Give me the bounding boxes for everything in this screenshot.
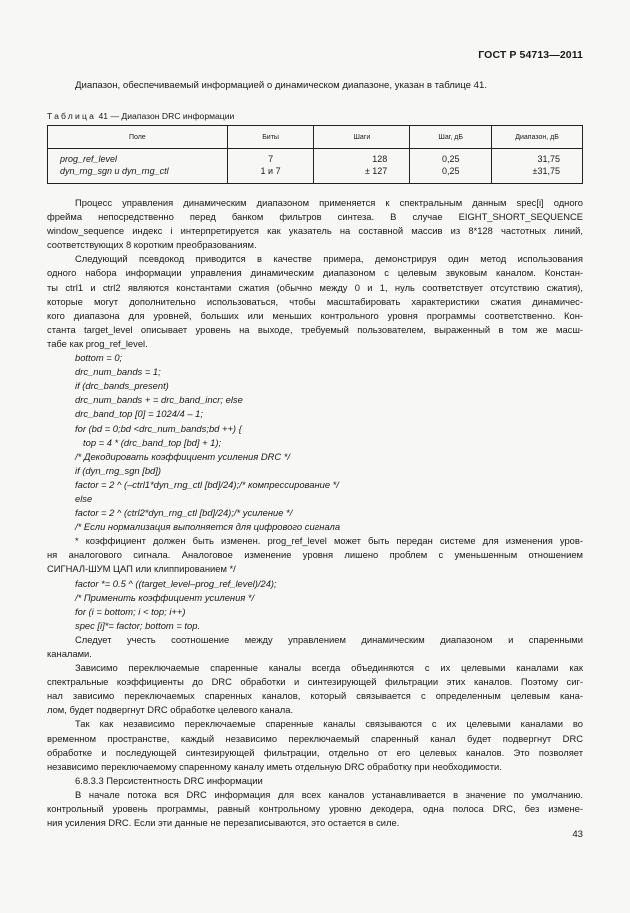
code-line: factor *= 0.5 ^ ((target_level–prog_ref_level)/24); — [75, 577, 277, 589]
paragraph-line: соответствующих 8 коротким преобразованиям. — [47, 239, 257, 251]
paragraph-line: кого диапазона для уровней, больших или меньших контрольного уровня программы соответственно. Кон- — [47, 309, 583, 321]
code-line: top = 4 * (drc_band_top [bd] + 1); — [83, 436, 222, 448]
table-cell-bits — [227, 149, 314, 184]
step-db-value: 0,25 — [441, 166, 460, 176]
code-line: /* Если нормализация выполняется для цифрового сигнала — [75, 521, 341, 533]
column-header: Поле — [48, 126, 228, 149]
code-line: factor = 2 ^ (–ctrl1*dyn_rng_ctl [bd]/24);/* компрессирование */ — [75, 478, 339, 490]
table-cell-steps — [314, 149, 410, 184]
intro-paragraph: Диапазон, обеспечиваемый информацией о динамическом диапазоне, указан в таблице 41. — [75, 80, 487, 91]
table-row — [48, 149, 583, 184]
paragraph-line: ния усиления DRC. Если эти данные не перезаписываются, это остается в силе. — [47, 817, 400, 829]
bits-value: 1 и 7 — [260, 166, 281, 176]
paragraph-line: ня аналогового сигнала. Аналоговое изменение уровня лишено проблем с уменьшенным отношением — [47, 549, 583, 561]
paragraph-line: которые могут дополнительно использоваться, чтобы масштабировать характеристики сжатия динамичес- — [47, 295, 583, 307]
table-caption — [47, 111, 234, 121]
paragraph-line: Зависимо переключаемые спаренные каналы всегда объединяются с их целевыми каналами как — [75, 662, 583, 674]
code-line: drc_num_bands = 1; — [75, 366, 161, 378]
paragraph-line: window_sequence индекс i интерпретируется как указатель на составной массив из 8*128 частотных линий, — [47, 225, 583, 237]
paragraph-line: * коэффициент должен быть изменен. prog_ref_level может быть передан системе для изменения уров- — [75, 535, 583, 547]
paragraph-line: одного набора информации управления динамическим диапазоном с целевым звуковым каналом. Констан- — [47, 267, 583, 279]
paragraph-line: нал зависимо переключаемых спаренных каналов, который связывается с определенным целевым кана- — [47, 690, 583, 702]
steps-value: ± 127 — [364, 166, 388, 176]
column-header: Шаги — [314, 126, 410, 149]
field-name: dyn_rng_sgn и dyn_rng_ctl — [60, 166, 169, 176]
standard-header: ГОСТ Р 54713—2011 — [478, 49, 583, 61]
paragraph-line: станта target_level описывает уровень на выходе, требуемый пользователем, выраженный в том же масш- — [47, 323, 583, 335]
paragraph-line: контрольный уровень программы, равный контрольному уровню декодера, одна полоса DRC, без измене- — [47, 803, 583, 815]
paragraph-line: Следующий псевдокод приводится в качестве примера, демонстрируя один метод использования — [75, 253, 583, 265]
field-name: prog_ref_level — [60, 154, 118, 164]
paragraph-line: фрейма непосредственно перед банком фильтров синтеза. В случае EIGHT_SHORT_SEQUENCE — [47, 211, 583, 223]
step-db-value: 0,25 — [441, 154, 460, 164]
table-caption-title: 41 — Диапазон DRC информации — [98, 111, 235, 121]
table-cell-step-db — [410, 149, 492, 184]
paragraph-line: Следует учесть соотношение между управлением динамическим диапазоном и спаренными — [75, 633, 583, 645]
code-line: for (bd = 0;bd <drc_num_bands;bd ++) { — [75, 422, 242, 434]
drc-range-table — [47, 125, 583, 184]
paragraph-line: независимо переключаемому спаренному каналу иметь отдельную DRC обработку при необходимости. — [47, 760, 502, 772]
code-line: bottom = 0; — [75, 352, 123, 364]
code-line: else — [75, 492, 93, 504]
column-header: Шаг, дБ — [410, 126, 492, 149]
paragraph-line: ты ctrl1 и ctrl2 являются константами сжатия (обычно между 0 и 1, нуль соответствует отсутствию сжатия), — [47, 281, 583, 293]
paragraph-line: каналами. — [47, 648, 92, 659]
page-number: 43 — [572, 829, 583, 840]
paragraph-line: временном пространстве, каждый независимо переключаемый спаренный канал будет подвергнут DRC — [47, 732, 583, 744]
code-line: if (drc_bands_present) — [75, 380, 169, 392]
code-line: if (dyn_rng_sgn [bd]) — [75, 464, 161, 476]
table-header-row — [48, 126, 583, 149]
section-heading: 6.8.3.3 Персистентность DRC информации — [75, 774, 263, 786]
paragraph-line: лом, будет подвергнут DRC обработке целевого канала. — [47, 704, 294, 716]
table-cell-range-db — [492, 149, 583, 184]
code-line: /* Применить коэффициент усиления */ — [75, 591, 255, 603]
paragraph-line: спектральные коэффициенты до DRC обработки и синтезирующей фильтрации этих каналов. Поэтому сиг- — [47, 676, 583, 688]
bits-value: 7 — [268, 154, 274, 164]
code-line: factor = 2 ^ (ctrl2*dyn_rng_ctl [bd]/24);/* усиление */ — [75, 507, 293, 519]
body-text — [47, 196, 583, 830]
code-line: drc_num_bands + = drc_band_incr; else — [75, 394, 243, 406]
code-line: /* Декодировать коэффициент усиления DRC */ — [75, 450, 291, 462]
table-caption-label: Таблица — [47, 111, 97, 121]
steps-value: 128 — [372, 154, 388, 164]
code-line: drc_band_top [0] = 1024/4 – 1; — [75, 408, 203, 420]
paragraph-line: Так как независимо переключаемые спаренные каналы связываются с их целевыми каналами во — [75, 718, 583, 730]
paragraph-line: Процесс управления динамическим диапазоном применяется к спектральным данным spec[i] одного — [75, 197, 583, 208]
paragraph-line: табе как prog_ref_level. — [47, 337, 148, 349]
paragraph-line: обработке и последующей синтезирующей фильтрации, отдельно от его целевых каналов. Это позволяет — [47, 746, 583, 758]
code-line: spec [i]*= factor; bottom = top. — [75, 619, 201, 631]
paragraph-line: СИГНАЛ-ШУМ ЦАП или клиппированием */ — [47, 563, 236, 575]
paragraph-line: В начале потока вся DRC информация для всех каналов устанавливается в значение по умолчанию. — [75, 788, 583, 800]
code-line: for (i = bottom; i < top; i++) — [75, 605, 186, 617]
column-header: Диапазон, дБ — [492, 126, 583, 149]
column-header: Биты — [227, 126, 314, 149]
range-db-value: ±31,75 — [532, 166, 560, 176]
table-cell-field — [48, 149, 228, 184]
range-db-value: 31,75 — [537, 154, 560, 164]
